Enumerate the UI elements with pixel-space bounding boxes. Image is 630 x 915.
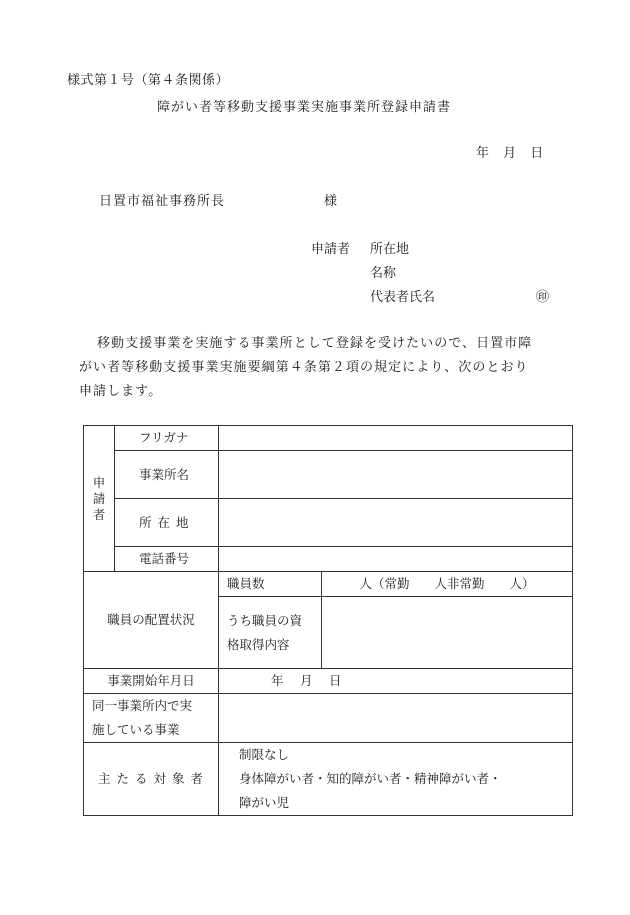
staff-status-label: 職員の配置状況 [84,572,219,669]
staff-qualification-field[interactable] [322,597,573,669]
applicant-representative-label: 代表者氏名 [370,290,436,305]
applicant-group-label: 申 請 者 [84,426,115,572]
date-line: 年 月 日 [476,146,544,161]
seal-mark: ㊞ [536,290,550,305]
body-line: 移動支援事業を実施する事業所として登録を受けたいので、日置市障 [97,336,533,351]
other-business-label: 同一事業所内で実 施している事業 [84,694,219,743]
staff-qualification-label: うち職員の資 格取得内容 [219,597,322,669]
honorific: 様 [324,194,338,209]
office-name-label: 事業所名 [115,451,219,499]
phone-label: 電話番号 [115,547,219,572]
document-title: 障がい者等移動支援事業実施事業所登録申請書 [157,100,452,115]
applicant-name-label: 名称 [370,266,397,281]
location-label: 所 在 地 [115,499,219,547]
location-field[interactable] [219,499,573,547]
applicant-label: 申請者 [311,242,351,257]
other-business-field[interactable] [219,694,573,743]
phone-field[interactable] [219,547,573,572]
staff-count-value[interactable]: 人（常勤 人非常勤 人） [322,572,573,597]
applicant-address-label: 所在地 [370,242,410,257]
target-label: 主 た る 対 象 者 [84,743,219,816]
start-date-value[interactable]: 年 月 日 [219,669,573,694]
office-name-field[interactable] [219,451,573,499]
target-option-categories[interactable]: 身体障がい者・知的障がい者・精神障がい者・ [239,771,502,786]
body-line: がい者等移動支援事業実施要綱第４条第２項の規定により、次のとおり [79,360,529,375]
target-option-children[interactable]: 障がい児 [239,795,290,810]
body-paragraph [79,332,579,404]
target-options[interactable] [219,743,573,816]
body-line: 申請します。 [79,384,163,399]
start-date-label: 事業開始年月日 [84,669,219,694]
target-option-none[interactable]: 制限なし [239,747,290,762]
staff-count-label: 職員数 [219,572,322,597]
furigana-label: フリガナ [115,426,219,451]
addressee: 日置市福祉事務所長 [99,194,226,209]
form-number: 様式第１号（第４条関係） [67,73,230,88]
application-table [83,425,573,816]
furigana-field[interactable] [219,426,573,451]
